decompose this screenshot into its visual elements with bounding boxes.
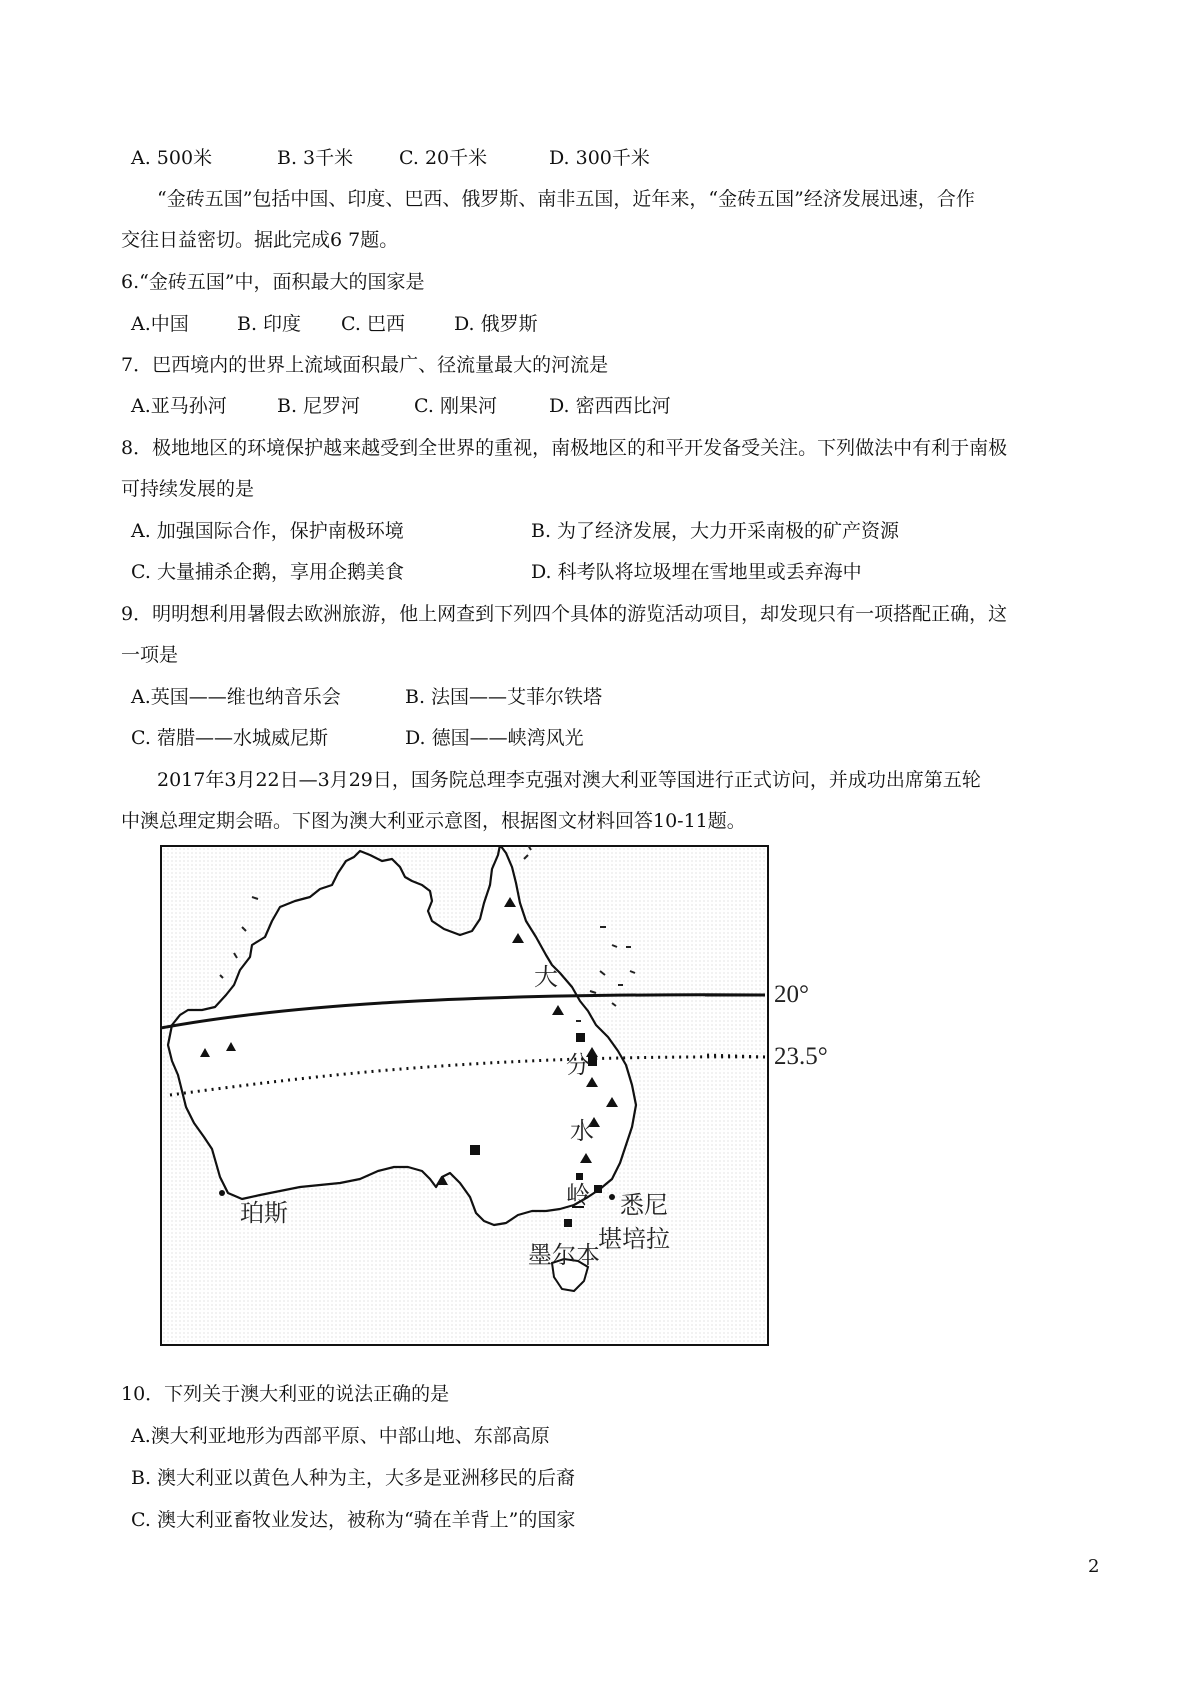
q7-stem: 7．巴西境内的世界上流域面积最广、径流量最大的河流是 bbox=[121, 354, 609, 376]
q7-options bbox=[131, 394, 671, 418]
q7-option-b: B. 尼罗河 bbox=[277, 395, 361, 417]
label-range-da: 大 bbox=[534, 963, 558, 991]
q8-stem-line1: 8．极地地区的环境保护越来越受到全世界的重视，南极地区的和平开发备受关注。下列做法中有利于南极 bbox=[121, 437, 1008, 459]
q9-option-d: D. 德国——峡湾风光 bbox=[405, 727, 584, 749]
q5-options bbox=[131, 146, 650, 170]
q6-option-d: D. 俄罗斯 bbox=[454, 313, 538, 335]
label-melbourne: 墨尔本 bbox=[528, 1241, 600, 1269]
q8-options-row2 bbox=[131, 560, 862, 584]
q6-options bbox=[131, 312, 538, 336]
label-range-shui: 水 bbox=[570, 1117, 594, 1145]
q8-options-row1 bbox=[131, 519, 899, 543]
q10-option-a: A.澳大利亚地形为西部平原、中部山地、东部高原 bbox=[131, 1425, 550, 1447]
q5-option-b: B. 3千米 bbox=[277, 147, 354, 169]
q6-option-c: C. 巴西 bbox=[341, 313, 405, 335]
label-lat-20: 20° bbox=[774, 981, 809, 1008]
intro-australia-line2: 中澳总理定期会晤。下图为澳大利亚示意图，根据图文材料回答10-11题。 bbox=[121, 810, 746, 832]
q6-option-b: B. 印度 bbox=[237, 313, 302, 335]
q5-option-c: C. 20千米 bbox=[399, 147, 488, 169]
label-lat-23-5: 23.5° bbox=[774, 1043, 828, 1070]
q7-option-d: D. 密西西比河 bbox=[549, 395, 671, 417]
intro-brics-line1: “金砖五国”包括中国、印度、巴西、俄罗斯、南非五国，近年来，“金砖五国”经济发展迅速，合作 bbox=[157, 188, 975, 210]
label-range-ling: 岭 bbox=[566, 1181, 590, 1209]
australia-map bbox=[160, 845, 830, 1350]
label-perth: 珀斯 bbox=[240, 1199, 288, 1227]
q8-stem-line2: 可持续发展的是 bbox=[121, 478, 255, 500]
q9-option-a: A.英国——维也纳音乐会 bbox=[131, 686, 341, 708]
q9-option-c: C. 蓿腊——水城威尼斯 bbox=[131, 727, 328, 749]
label-canberra: 堪培拉 bbox=[598, 1225, 670, 1253]
q7-option-c: C. 刚果河 bbox=[414, 395, 497, 417]
q10-option-b: B. 澳大利亚以黄色人种为主，大多是亚洲移民的后裔 bbox=[131, 1467, 576, 1489]
q9-option-b: B. 法国——艾菲尔铁塔 bbox=[405, 686, 603, 708]
q10-stem: 10．下列关于澳大利亚的说法正确的是 bbox=[121, 1383, 450, 1405]
q10-option-c: C. 澳大利亚畜牧业发达，被称为“骑在羊背上”的国家 bbox=[131, 1509, 576, 1531]
q9-stem-line2: 一项是 bbox=[121, 644, 179, 666]
q9-options-row2 bbox=[131, 726, 584, 750]
q8-option-d: D. 科考队将垃圾埋在雪地里或丢弃海中 bbox=[531, 561, 862, 583]
page-number: 2 bbox=[1088, 1556, 1100, 1577]
sydney-dot bbox=[609, 1194, 615, 1200]
q9-stem-line1: 9．明明想利用暑假去欧洲旅游，他上网查到下列四个具体的游览活动项目，却发现只有一项搭配正确，这 bbox=[121, 603, 1008, 625]
q6-option-a: A.中国 bbox=[131, 313, 189, 335]
q8-option-a: A. 加强国际合作，保护南极环境 bbox=[131, 520, 404, 542]
intro-brics-line2: 交往日益密切。据此完成6 7题。 bbox=[121, 229, 399, 251]
q5-option-a: A. 500米 bbox=[131, 147, 213, 169]
q8-option-b: B. 为了经济发展，大力开采南极的矿产资源 bbox=[531, 520, 900, 542]
australia-outline bbox=[168, 845, 636, 1225]
map-drawing bbox=[160, 845, 830, 1350]
label-sydney: 悉尼 bbox=[620, 1191, 668, 1219]
q6-stem: 6.“金砖五国”中，面积最大的国家是 bbox=[121, 271, 425, 293]
q5-option-d: D. 300千米 bbox=[549, 147, 650, 169]
q9-options-row1 bbox=[131, 685, 602, 709]
label-range-fen: 分 bbox=[566, 1051, 590, 1079]
q7-option-a: A.亚马孙河 bbox=[131, 395, 227, 417]
intro-australia-line1: 2017年3月22日—3月29日，国务院总理李克强对澳大利亚等国进行正式访问，并成功出席第五轮 bbox=[157, 769, 981, 791]
perth-dot bbox=[219, 1190, 225, 1196]
q8-option-c: C. 大量捕杀企鹅，享用企鹅美食 bbox=[131, 561, 404, 583]
